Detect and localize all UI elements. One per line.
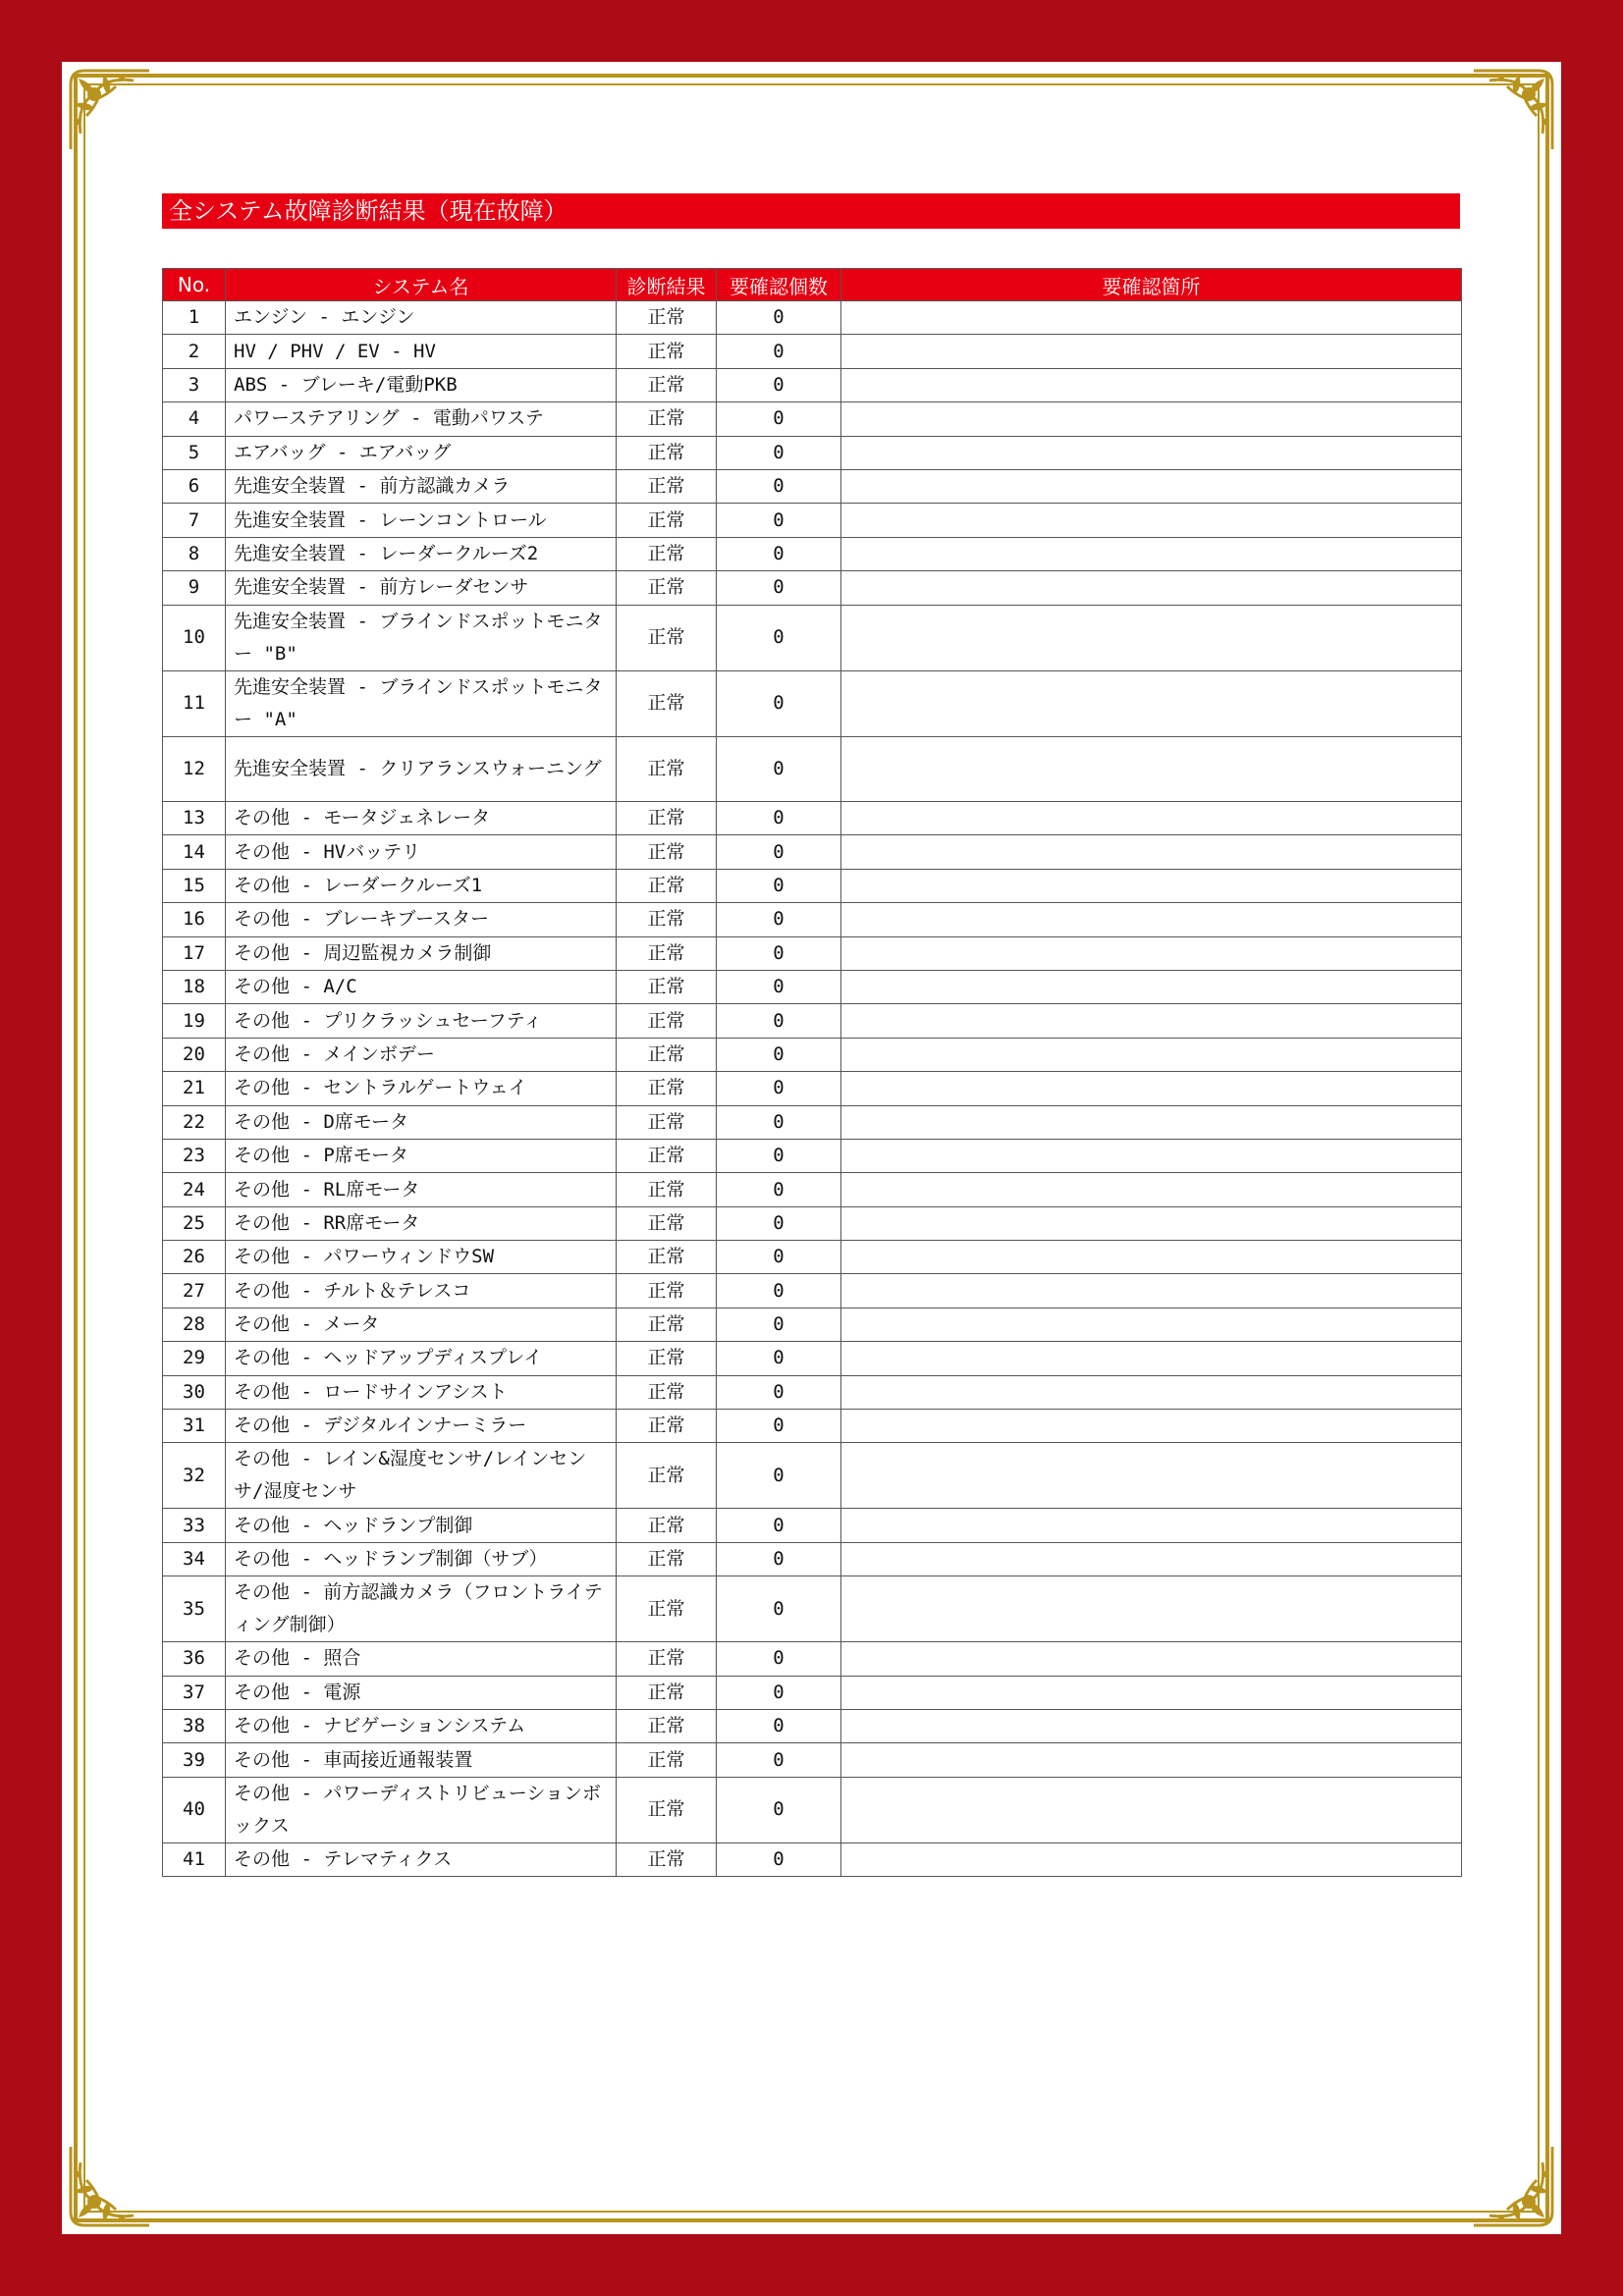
system-name: その他 - 電源 bbox=[226, 1676, 617, 1709]
check-location bbox=[841, 335, 1462, 368]
system-name: その他 - テレマティクス bbox=[226, 1842, 617, 1876]
table-row bbox=[163, 736, 1462, 802]
row-number: 16 bbox=[163, 903, 226, 936]
check-count: 0 bbox=[717, 402, 841, 436]
check-count: 0 bbox=[717, 1274, 841, 1308]
system-name: その他 - デジタルインナーミラー bbox=[226, 1410, 617, 1443]
diagnosis-result: 正常 bbox=[617, 469, 717, 503]
check-location bbox=[841, 1342, 1462, 1375]
check-count: 0 bbox=[717, 1375, 841, 1409]
check-count: 0 bbox=[717, 903, 841, 936]
table-row bbox=[163, 605, 1462, 670]
check-count: 0 bbox=[717, 571, 841, 605]
diagnosis-result: 正常 bbox=[617, 1105, 717, 1139]
system-name: その他 - HVバッテリ bbox=[226, 835, 617, 869]
table-row bbox=[163, 1004, 1462, 1038]
system-name: その他 - RR席モータ bbox=[226, 1206, 617, 1240]
diagnosis-result: 正常 bbox=[617, 1542, 717, 1575]
row-number: 36 bbox=[163, 1642, 226, 1676]
check-location bbox=[841, 504, 1462, 537]
row-number: 25 bbox=[163, 1206, 226, 1240]
system-name: その他 - RL席モータ bbox=[226, 1173, 617, 1206]
row-number: 41 bbox=[163, 1842, 226, 1876]
diagnosis-result: 正常 bbox=[617, 1375, 717, 1409]
system-name: その他 - P席モータ bbox=[226, 1139, 617, 1172]
diagnosis-result: 正常 bbox=[617, 1038, 717, 1071]
diagnosis-result: 正常 bbox=[617, 1576, 717, 1642]
diagnosis-result: 正常 bbox=[617, 1676, 717, 1709]
table-row bbox=[163, 936, 1462, 970]
check-location bbox=[841, 1241, 1462, 1274]
diagnosis-result: 正常 bbox=[617, 1710, 717, 1743]
system-name: その他 - 照合 bbox=[226, 1642, 617, 1676]
ornament-corner-icon bbox=[65, 2141, 155, 2231]
check-count: 0 bbox=[717, 1743, 841, 1777]
ornament-corner-icon bbox=[65, 65, 155, 155]
row-number: 38 bbox=[163, 1710, 226, 1743]
system-name: その他 - ブレーキブースター bbox=[226, 903, 617, 936]
diagnosis-result: 正常 bbox=[617, 335, 717, 368]
diagnosis-result: 正常 bbox=[617, 869, 717, 902]
row-number: 37 bbox=[163, 1676, 226, 1709]
system-name: その他 - ヘッドアップディスプレイ bbox=[226, 1342, 617, 1375]
system-name: その他 - パワーディストリビューションボックス bbox=[226, 1777, 617, 1842]
row-number: 31 bbox=[163, 1410, 226, 1443]
table-row bbox=[163, 469, 1462, 503]
check-count: 0 bbox=[717, 436, 841, 469]
row-number: 21 bbox=[163, 1072, 226, 1105]
check-location bbox=[841, 1375, 1462, 1409]
diagnosis-result: 正常 bbox=[617, 903, 717, 936]
check-count: 0 bbox=[717, 504, 841, 537]
check-count: 0 bbox=[717, 1676, 841, 1709]
diagnosis-result: 正常 bbox=[617, 1308, 717, 1341]
table-row bbox=[163, 802, 1462, 835]
check-location bbox=[841, 368, 1462, 401]
check-count: 0 bbox=[717, 936, 841, 970]
row-number: 18 bbox=[163, 970, 226, 1003]
check-location bbox=[841, 1072, 1462, 1105]
diagnosis-result: 正常 bbox=[617, 504, 717, 537]
row-number: 17 bbox=[163, 936, 226, 970]
system-name: その他 - 周辺監視カメラ制御 bbox=[226, 936, 617, 970]
header-no: No. bbox=[163, 269, 226, 301]
diagnosis-result: 正常 bbox=[617, 1509, 717, 1542]
check-location bbox=[841, 1274, 1462, 1308]
system-name: その他 - ロードサインアシスト bbox=[226, 1375, 617, 1409]
table-row bbox=[163, 335, 1462, 368]
check-location bbox=[841, 1777, 1462, 1842]
table-row bbox=[163, 1139, 1462, 1172]
page-title: 全システム故障診断結果（現在故障） bbox=[162, 193, 1460, 229]
system-name: 先進安全装置 - クリアランスウォーニング bbox=[226, 736, 617, 802]
table-row bbox=[163, 1274, 1462, 1308]
row-number: 6 bbox=[163, 469, 226, 503]
diagnosis-result: 正常 bbox=[617, 1139, 717, 1172]
table-row bbox=[163, 1342, 1462, 1375]
table-row bbox=[163, 1542, 1462, 1575]
row-number: 1 bbox=[163, 301, 226, 335]
check-count: 0 bbox=[717, 537, 841, 570]
diagnosis-result: 正常 bbox=[617, 402, 717, 436]
row-number: 19 bbox=[163, 1004, 226, 1038]
check-count: 0 bbox=[717, 1777, 841, 1842]
diagnosis-result: 正常 bbox=[617, 368, 717, 401]
table-row bbox=[163, 869, 1462, 902]
diagnosis-result: 正常 bbox=[617, 1342, 717, 1375]
row-number: 20 bbox=[163, 1038, 226, 1071]
check-location bbox=[841, 1710, 1462, 1743]
check-location bbox=[841, 571, 1462, 605]
table-row bbox=[163, 1642, 1462, 1676]
table-row bbox=[163, 670, 1462, 736]
table-row bbox=[163, 1105, 1462, 1139]
row-number: 32 bbox=[163, 1443, 226, 1509]
row-number: 27 bbox=[163, 1274, 226, 1308]
row-number: 12 bbox=[163, 736, 226, 802]
table-row bbox=[163, 436, 1462, 469]
system-name: その他 - モータジェネレータ bbox=[226, 802, 617, 835]
check-location bbox=[841, 1576, 1462, 1642]
row-number: 30 bbox=[163, 1375, 226, 1409]
row-number: 11 bbox=[163, 670, 226, 736]
check-count: 0 bbox=[717, 1241, 841, 1274]
system-name: エアバッグ - エアバッグ bbox=[226, 436, 617, 469]
diagnosis-result: 正常 bbox=[617, 1206, 717, 1240]
check-location bbox=[841, 1443, 1462, 1509]
check-location bbox=[841, 1105, 1462, 1139]
table-row bbox=[163, 537, 1462, 570]
check-location bbox=[841, 970, 1462, 1003]
check-count: 0 bbox=[717, 301, 841, 335]
table-row bbox=[163, 1710, 1462, 1743]
check-location bbox=[841, 1410, 1462, 1443]
check-location bbox=[841, 1509, 1462, 1542]
check-count: 0 bbox=[717, 1206, 841, 1240]
row-number: 35 bbox=[163, 1576, 226, 1642]
system-name: 先進安全装置 - レーダークルーズ2 bbox=[226, 537, 617, 570]
check-count: 0 bbox=[717, 1139, 841, 1172]
ornament-corner-icon bbox=[1468, 65, 1558, 155]
check-location bbox=[841, 1842, 1462, 1876]
row-number: 22 bbox=[163, 1105, 226, 1139]
check-count: 0 bbox=[717, 1342, 841, 1375]
header-result: 診断結果 bbox=[617, 269, 717, 301]
check-count: 0 bbox=[717, 335, 841, 368]
table-row bbox=[163, 1173, 1462, 1206]
diagnosis-table bbox=[162, 268, 1462, 1877]
diagnosis-result: 正常 bbox=[617, 1173, 717, 1206]
table-row bbox=[163, 1308, 1462, 1341]
row-number: 8 bbox=[163, 537, 226, 570]
header-check-location: 要確認箇所 bbox=[841, 269, 1462, 301]
row-number: 26 bbox=[163, 1241, 226, 1274]
table-row bbox=[163, 1206, 1462, 1240]
check-count: 0 bbox=[717, 1173, 841, 1206]
check-location bbox=[841, 802, 1462, 835]
row-number: 15 bbox=[163, 869, 226, 902]
diagnosis-result: 正常 bbox=[617, 301, 717, 335]
table-row bbox=[163, 835, 1462, 869]
check-location bbox=[841, 537, 1462, 570]
system-name: 先進安全装置 - ブラインドスポットモニター "A" bbox=[226, 670, 617, 736]
check-location bbox=[841, 835, 1462, 869]
diagnosis-result: 正常 bbox=[617, 1842, 717, 1876]
table-row bbox=[163, 1038, 1462, 1071]
row-number: 5 bbox=[163, 436, 226, 469]
diagnosis-result: 正常 bbox=[617, 736, 717, 802]
diagnosis-result: 正常 bbox=[617, 835, 717, 869]
row-number: 23 bbox=[163, 1139, 226, 1172]
system-name: その他 - メータ bbox=[226, 1308, 617, 1341]
table-row bbox=[163, 1676, 1462, 1709]
system-name: 先進安全装置 - 前方レーダセンサ bbox=[226, 571, 617, 605]
check-location bbox=[841, 869, 1462, 902]
system-name: その他 - 前方認識カメラ（フロントライティング制御） bbox=[226, 1576, 617, 1642]
header-system-name: システム名 bbox=[226, 269, 617, 301]
table-row bbox=[163, 571, 1462, 605]
system-name: その他 - D席モータ bbox=[226, 1105, 617, 1139]
row-number: 7 bbox=[163, 504, 226, 537]
system-name: その他 - A/C bbox=[226, 970, 617, 1003]
table-row bbox=[163, 368, 1462, 401]
table-header-row bbox=[163, 269, 1462, 301]
check-count: 0 bbox=[717, 1576, 841, 1642]
diagnosis-result: 正常 bbox=[617, 970, 717, 1003]
table-row bbox=[163, 1375, 1462, 1409]
row-number: 10 bbox=[163, 605, 226, 670]
check-count: 0 bbox=[717, 1443, 841, 1509]
system-name: その他 - 車両接近通報装置 bbox=[226, 1743, 617, 1777]
system-name: その他 - プリクラッシュセーフティ bbox=[226, 1004, 617, 1038]
system-name: その他 - セントラルゲートウェイ bbox=[226, 1072, 617, 1105]
diagnosis-result: 正常 bbox=[617, 1004, 717, 1038]
diagnosis-result: 正常 bbox=[617, 670, 717, 736]
check-location bbox=[841, 903, 1462, 936]
check-count: 0 bbox=[717, 1642, 841, 1676]
system-name: その他 - ヘッドランプ制御 bbox=[226, 1509, 617, 1542]
check-count: 0 bbox=[717, 1509, 841, 1542]
diagnosis-result: 正常 bbox=[617, 605, 717, 670]
row-number: 9 bbox=[163, 571, 226, 605]
system-name: その他 - メインボデー bbox=[226, 1038, 617, 1071]
row-number: 33 bbox=[163, 1509, 226, 1542]
table-row bbox=[163, 1509, 1462, 1542]
check-location bbox=[841, 469, 1462, 503]
row-number: 34 bbox=[163, 1542, 226, 1575]
row-number: 3 bbox=[163, 368, 226, 401]
ornament-corner-icon bbox=[1468, 2141, 1558, 2231]
diagnosis-result: 正常 bbox=[617, 1241, 717, 1274]
row-number: 2 bbox=[163, 335, 226, 368]
check-location bbox=[841, 1173, 1462, 1206]
check-location bbox=[841, 1743, 1462, 1777]
system-name: その他 - ナビゲーションシステム bbox=[226, 1710, 617, 1743]
check-count: 0 bbox=[717, 1542, 841, 1575]
check-location bbox=[841, 1642, 1462, 1676]
check-location bbox=[841, 605, 1462, 670]
system-name: その他 - チルト＆テレスコ bbox=[226, 1274, 617, 1308]
system-name: 先進安全装置 - 前方認識カメラ bbox=[226, 469, 617, 503]
system-name: ABS - ブレーキ/電動PKB bbox=[226, 368, 617, 401]
table-row bbox=[163, 402, 1462, 436]
check-count: 0 bbox=[717, 469, 841, 503]
table-row bbox=[163, 1743, 1462, 1777]
system-name: その他 - ヘッドランプ制御（サブ） bbox=[226, 1542, 617, 1575]
check-count: 0 bbox=[717, 1105, 841, 1139]
diagnosis-result: 正常 bbox=[617, 1410, 717, 1443]
table-row bbox=[163, 1576, 1462, 1642]
check-location bbox=[841, 736, 1462, 802]
check-location bbox=[841, 1139, 1462, 1172]
row-number: 14 bbox=[163, 835, 226, 869]
system-name: パワーステアリング - 電動パワステ bbox=[226, 402, 617, 436]
check-location bbox=[841, 436, 1462, 469]
check-location bbox=[841, 670, 1462, 736]
check-location bbox=[841, 1038, 1462, 1071]
check-count: 0 bbox=[717, 1710, 841, 1743]
check-count: 0 bbox=[717, 1308, 841, 1341]
check-count: 0 bbox=[717, 869, 841, 902]
check-location bbox=[841, 1308, 1462, 1341]
table-row bbox=[163, 970, 1462, 1003]
table-row bbox=[163, 1443, 1462, 1509]
table-row bbox=[163, 1842, 1462, 1876]
row-number: 13 bbox=[163, 802, 226, 835]
diagnosis-result: 正常 bbox=[617, 1642, 717, 1676]
system-name: その他 - レーダークルーズ1 bbox=[226, 869, 617, 902]
diagnosis-result: 正常 bbox=[617, 1443, 717, 1509]
check-count: 0 bbox=[717, 1410, 841, 1443]
system-name: エンジン - エンジン bbox=[226, 301, 617, 335]
check-location bbox=[841, 1004, 1462, 1038]
row-number: 39 bbox=[163, 1743, 226, 1777]
check-count: 0 bbox=[717, 1072, 841, 1105]
diagnosis-result: 正常 bbox=[617, 1743, 717, 1777]
check-count: 0 bbox=[717, 1842, 841, 1876]
check-count: 0 bbox=[717, 835, 841, 869]
check-count: 0 bbox=[717, 605, 841, 670]
system-name: その他 - レイン&湿度センサ/レインセンサ/湿度センサ bbox=[226, 1443, 617, 1509]
check-count: 0 bbox=[717, 802, 841, 835]
table-row bbox=[163, 1410, 1462, 1443]
row-number: 24 bbox=[163, 1173, 226, 1206]
diagnosis-result: 正常 bbox=[617, 1072, 717, 1105]
check-location bbox=[841, 1542, 1462, 1575]
system-name: HV / PHV / EV - HV bbox=[226, 335, 617, 368]
table-row bbox=[163, 1777, 1462, 1842]
system-name: その他 - パワーウィンドウSW bbox=[226, 1241, 617, 1274]
check-count: 0 bbox=[717, 1038, 841, 1071]
diagnosis-result: 正常 bbox=[617, 1274, 717, 1308]
row-number: 40 bbox=[163, 1777, 226, 1842]
check-count: 0 bbox=[717, 970, 841, 1003]
diagnosis-result: 正常 bbox=[617, 1777, 717, 1842]
table-row bbox=[163, 1072, 1462, 1105]
system-name: 先進安全装置 - ブラインドスポットモニター "B" bbox=[226, 605, 617, 670]
diagnosis-result: 正常 bbox=[617, 802, 717, 835]
diagnosis-result: 正常 bbox=[617, 571, 717, 605]
check-location bbox=[841, 1676, 1462, 1709]
table-row bbox=[163, 903, 1462, 936]
row-number: 4 bbox=[163, 402, 226, 436]
row-number: 28 bbox=[163, 1308, 226, 1341]
check-count: 0 bbox=[717, 1004, 841, 1038]
check-count: 0 bbox=[717, 736, 841, 802]
row-number: 29 bbox=[163, 1342, 226, 1375]
check-location bbox=[841, 1206, 1462, 1240]
check-location bbox=[841, 301, 1462, 335]
table-row bbox=[163, 301, 1462, 335]
system-name: 先進安全装置 - レーンコントロール bbox=[226, 504, 617, 537]
header-check-count: 要確認個数 bbox=[717, 269, 841, 301]
diagnosis-result: 正常 bbox=[617, 436, 717, 469]
check-location bbox=[841, 402, 1462, 436]
check-location bbox=[841, 936, 1462, 970]
table-row bbox=[163, 1241, 1462, 1274]
diagnosis-result: 正常 bbox=[617, 537, 717, 570]
diagnosis-result: 正常 bbox=[617, 936, 717, 970]
table-row bbox=[163, 504, 1462, 537]
check-count: 0 bbox=[717, 670, 841, 736]
check-count: 0 bbox=[717, 368, 841, 401]
